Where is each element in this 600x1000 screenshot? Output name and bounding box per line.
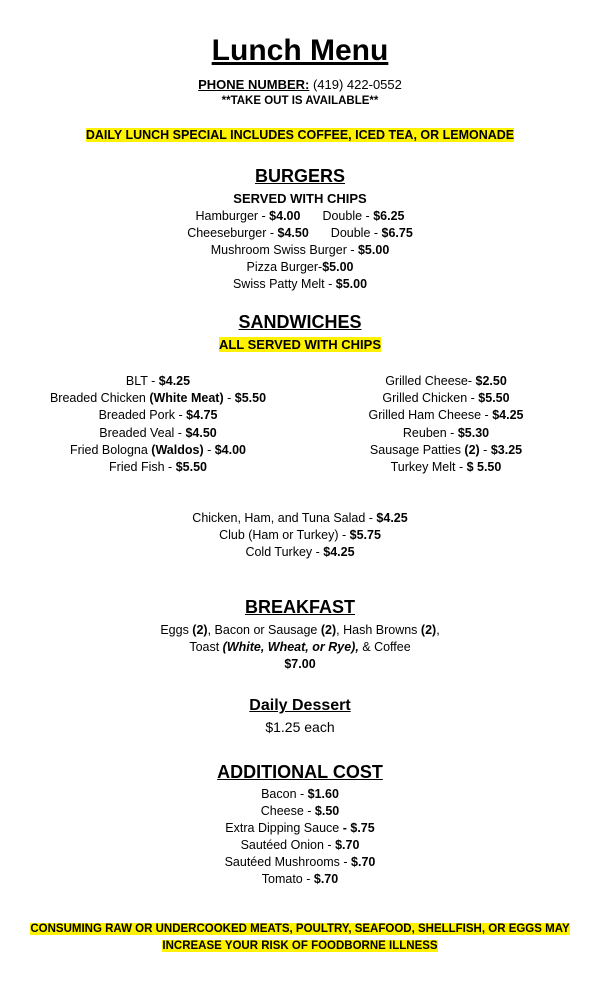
sandwiches-subtitle-wrap [0, 337, 600, 352]
menu-item: Pizza Burger-$5.00 [246, 260, 354, 274]
menu-title: Lunch Menu [211, 34, 389, 67]
sandwiches-right-column [296, 373, 596, 476]
burger-row-1 [0, 208, 600, 225]
menu-item: Breaded Pork - $4.75 [98, 408, 218, 423]
breakfast-price: $7.00 [284, 657, 316, 671]
menu-item: Grilled Ham Cheese - $4.25 [368, 408, 524, 423]
special-text: DAILY LUNCH SPECIAL INCLUDES COFFEE, ICED TEA, OR LEMONADE [85, 128, 515, 142]
menu-item: Double - $6.25 [322, 209, 405, 223]
menu-item: Extra Dipping Sauce - $.75 [225, 821, 375, 835]
menu-item: Fried Bologna (Waldos) - $4.00 [69, 442, 246, 457]
menu-item: Breaded Chicken (White Meat) - $5.50 [49, 391, 267, 406]
burger-row-2 [0, 225, 600, 242]
menu-item: Club (Ham or Turkey) - $5.75 [219, 528, 381, 542]
sandwiches-left-column [8, 373, 308, 476]
menu-item: Fried Fish - $5.50 [109, 460, 207, 475]
burgers-list [0, 208, 600, 293]
breakfast-line-1: Eggs (2), Bacon or Sausage (2), Hash Browns (2), [160, 623, 440, 637]
dessert-price: $1.25 each [265, 719, 335, 735]
page-title [0, 34, 600, 68]
additional-cost-heading: ADDITIONAL COST [217, 762, 383, 782]
menu-item: Turkey Melt - $ 5.50 [390, 460, 502, 475]
menu-item: Cold Turkey - $4.25 [245, 545, 355, 559]
breakfast-description [0, 622, 600, 673]
burgers-heading: BURGERS [254, 166, 345, 186]
additional-cost-list [0, 786, 600, 888]
phone-label: PHONE NUMBER: [198, 77, 310, 92]
menu-item: Reuben - $5.30 [402, 425, 490, 440]
menu-item: Tomato - $.70 [261, 872, 339, 886]
warning-line-2: INCREASE YOUR RISK OF FOODBORNE ILLNESS [162, 940, 438, 952]
menu-item: Hamburger - $4.00 [195, 209, 301, 223]
phone-number[interactable]: (419) 422-0552 [309, 77, 402, 92]
menu-item: Bacon - $1.60 [261, 787, 339, 801]
menu-item: Swiss Patty Melt - $5.00 [232, 277, 368, 291]
menu-item: Grilled Cheese- $2.50 [385, 374, 507, 388]
menu-item: Breaded Veal - $4.50 [99, 425, 217, 440]
special-banner [0, 128, 600, 142]
menu-item: Cheese - $.50 [260, 804, 340, 818]
foodborne-warning [0, 921, 600, 955]
phone-line [0, 76, 600, 93]
breakfast-line-2: Toast (White, Wheat, or Rye), & Coffee [189, 640, 411, 654]
menu-item: Mushroom Swiss Burger - $5.00 [210, 243, 390, 257]
warning-line-1: CONSUMING RAW OR UNDERCOOKED MEATS, POULTRY, SEAFOOD, SHELLFISH, OR EGGS MAY [30, 923, 570, 935]
sandwiches-extra-list [0, 510, 600, 561]
burgers-subtitle: SERVED WITH CHIPS [233, 191, 367, 206]
menu-item: Cheeseburger - $4.50 [187, 226, 309, 240]
menu-item: Sausage Patties (2) - $3.25 [369, 442, 523, 457]
sandwiches-subtitle: ALL SERVED WITH CHIPS [218, 337, 382, 352]
menu-item: Sautéed Onion - $.70 [240, 838, 360, 852]
breakfast-heading: BREAKFAST [244, 597, 355, 617]
menu-item: Sautéed Mushrooms - $.70 [224, 855, 376, 869]
menu-item: BLT - $4.25 [125, 374, 191, 388]
menu-item: Chicken, Ham, and Tuna Salad - $4.25 [192, 511, 408, 525]
dessert-heading: Daily Dessert [249, 697, 351, 714]
menu-item: Grilled Chicken - $5.50 [382, 391, 510, 406]
sandwiches-heading: SANDWICHES [238, 312, 362, 332]
takeout-note: **TAKE OUT IS AVAILABLE** [221, 95, 379, 107]
menu-item: Double - $6.75 [330, 226, 413, 240]
